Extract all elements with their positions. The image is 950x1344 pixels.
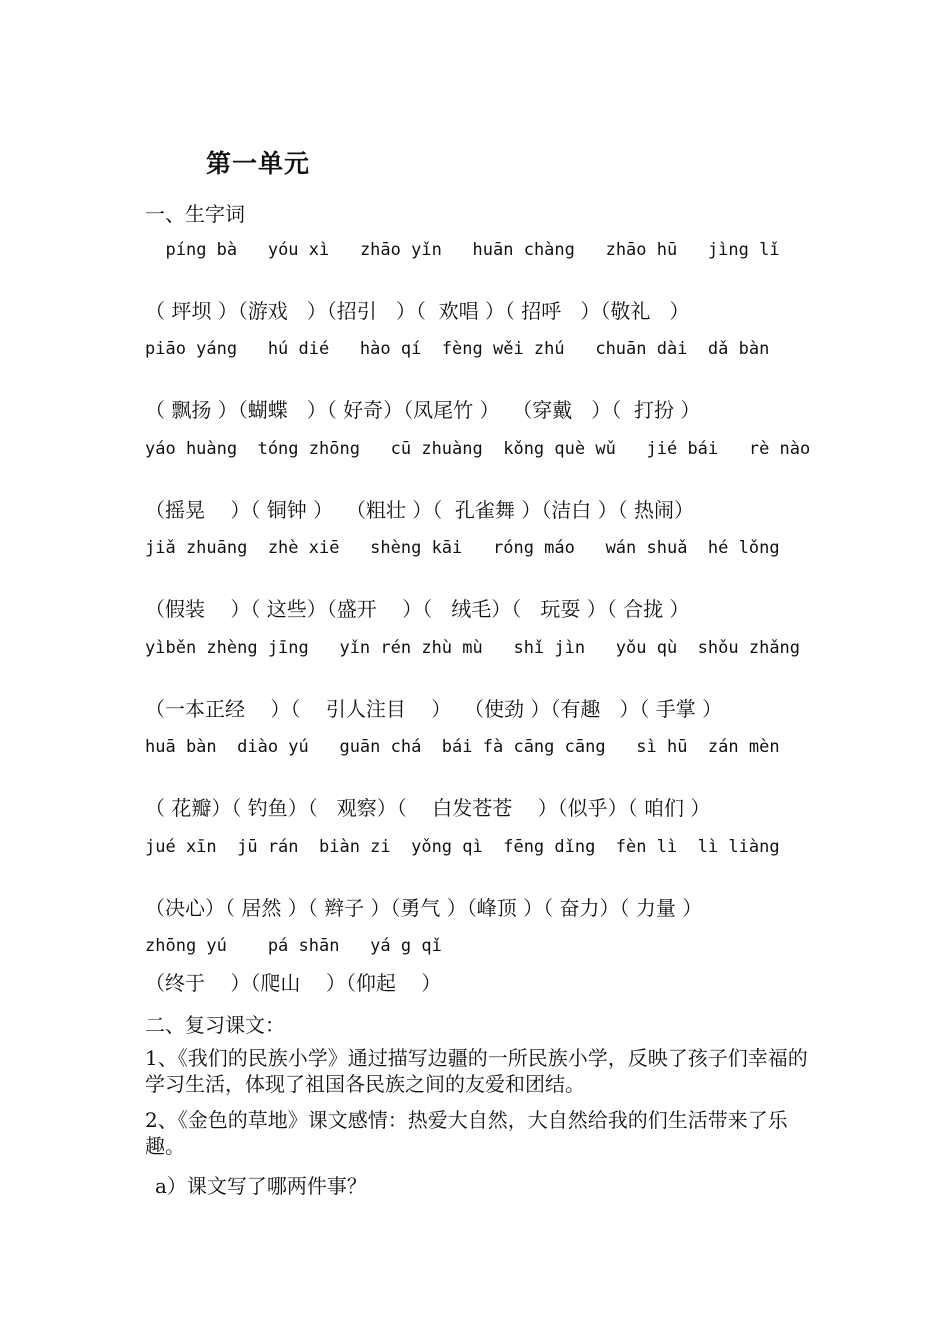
word-line: （一本正经 ）（ 引人注目 ） （使劲 ）（有趣 ）（ 手掌 ）: [145, 697, 723, 721]
word-line: （ 花瓣）（ 钓鱼）（ 观察）（ 白发苍苍 ）（似乎）（ 咱们 ）: [145, 796, 711, 820]
pinyin-line: huā bàn diào yú guān chá bái fà cāng cāng sì hū zán mèn: [145, 737, 780, 757]
question-item: a）课文写了哪两件事？: [155, 1174, 367, 1198]
word-line: （ 飘扬 ）（蝴蝶 ）（ 好奇）（凤尾竹 ） （穿戴 ）（ 打扮 ）: [145, 398, 701, 422]
pinyin-line: jué xīn jū rán biàn zi yǒng qì fēng dǐng fèn lì lì liàng: [145, 837, 780, 857]
unit-title: 第一单元: [206, 149, 311, 178]
review-paragraph: 1、《我们的民族小学》通过描写边疆的一所民族小学，反映了孩子们幸福的学习生活，体现了祖国各民族之间的友爱和团结。: [145, 1046, 808, 1096]
review-paragraph: 2、《金色的草地》课文感情：热爱大自然，大自然给我的们生活带来了乐趣。: [145, 1108, 788, 1158]
pinyin-line: píng bà yóu xì zhāo yǐn huān chàng zhāo hū jìng lǐ: [145, 240, 780, 260]
pinyin-line: yìběn zhèng jīng yǐn rén zhù mù shǐ jìn yǒu qù shǒu zhǎng: [145, 638, 801, 658]
word-line: （终于 ）（爬山 ）（仰起 ）: [145, 971, 442, 995]
word-line: （假装 ）（ 这些）（盛开 ）（ 绒毛）（ 玩耍 ）（ 合拢 ）: [145, 597, 690, 621]
word-line: （决心）（ 居然 ）（ 辫子 ）（勇气 ）（峰顶 ）（ 奋力）（ 力量 ）: [145, 896, 703, 920]
section-heading-review: 二、复习课文：: [145, 1013, 285, 1037]
pinyin-line: jiǎ zhuāng zhè xiē shèng kāi róng máo wán shuǎ hé lǒng: [145, 538, 780, 558]
word-line: （摇晃 ）（ 铜钟 ） （粗壮 ）（ 孔雀舞 ）（洁白 ）（ 热闹）: [145, 498, 695, 522]
pinyin-line: yáo huàng tóng zhōng cū zhuàng kǒng què wǔ jié bái rè nào: [145, 439, 811, 459]
pinyin-line: zhōng yú pá shān yá g qǐ: [145, 936, 442, 956]
word-line: （ 坪坝 ）（游戏 ）（招引 ）（ 欢唱 ）（ 招呼 ）（敬礼 ）: [145, 299, 690, 323]
section-heading-vocabulary: 一、生字词: [145, 202, 245, 226]
pinyin-line: piāo yáng hú dié hào qí fèng wěi zhú chuān dài dǎ bàn: [145, 339, 770, 359]
